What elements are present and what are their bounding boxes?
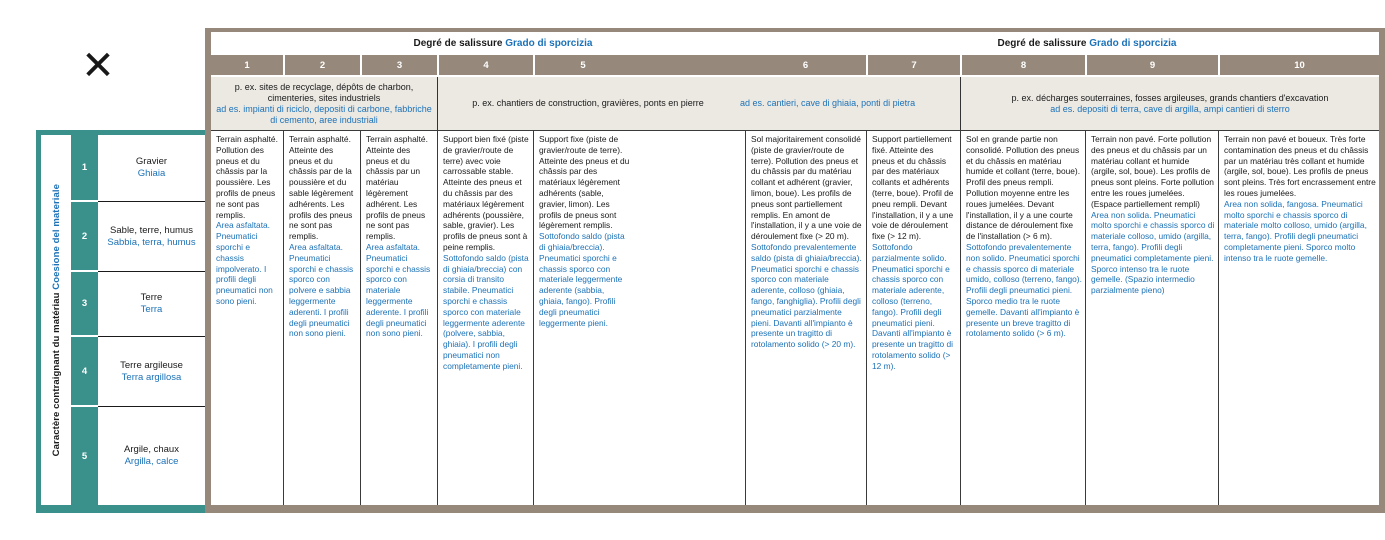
degree-2-description — [283, 131, 360, 505]
degree-4: 4 — [437, 55, 533, 75]
material-cohesion-sidebar — [36, 130, 205, 513]
example-group-1-it: ad es. impianti di riciclo, depositi di carbone, fabbriche di cemento, aree industriali — [216, 103, 432, 125]
degree-5-it: Sottofondo saldo (pista di ghiaia/breccia). Pneumatici sporchi e chassis sporco con materiale leggermente aderente (sabbia, ghiaia, fango). Profili degli pneumatici leggermente pieni. — [539, 231, 625, 328]
degree-9-fr: Terrain non pavé. Forte pollution des pneus et du châssis par un matériau collant et humide (argile, sol, boue). Les profils de pneus sont pleins. Forte pollution entre les roues jumelées. (Espace partiellement rempli) — [1091, 134, 1214, 209]
title-it: Grado di sporcizia — [1089, 38, 1177, 49]
degree-7: 7 — [866, 55, 960, 75]
example-group-1-fr: p. ex. sites de recyclage, dépôts de charbon, cimenteries, sites industriels — [234, 81, 414, 103]
material-row-name — [98, 272, 205, 337]
title-fr: Degré de salissure — [997, 38, 1087, 49]
material-row-name — [98, 202, 205, 272]
material-row-number: 4 — [71, 337, 98, 407]
material-row-number: 2 — [71, 202, 98, 272]
material-name-fr: Terre — [140, 292, 163, 303]
degree-3: 3 — [360, 55, 437, 75]
degree-6-it: Sottofondo prevalentemente saldo (pista di ghiaia/breccia). Pneumatici sporchi e chassis sporco con materiale aderente, colloso (ghiaia, fango, fanghiglia). Profili degli pneumatici parzialmente pieni. Davanti all'impianto è presente un tragitto di rotolamento solido (> 20 m). — [751, 241, 862, 350]
degree-9: 9 — [1085, 55, 1218, 75]
degree-3-fr: Terrain asphalté. Atteinte des pneus et du châssis par un matériau légèrement adhérent. Les profils de pneus ne sont pas remplis. — [366, 134, 428, 242]
example-group-3 — [960, 77, 1379, 130]
material-name-it: Terra argillosa — [121, 371, 182, 383]
degree-10-description — [1218, 131, 1379, 505]
degree-4-fr: Support bien fixé (piste de gravier/route de terre) avec voie carrossable stable. Atteinte des pneus et du châssis par des matériaux légèrement adhérents (poussière, sable, gravier). Les profils de pneus sont à peine remplis. — [443, 134, 529, 252]
material-name-it: Terra — [140, 304, 163, 315]
degree-2: 2 — [283, 55, 360, 75]
degree-7-fr: Support partiellement fixé. Atteinte des pneus et du châssis par des matériaux collants et adhérents (terre, boue). Profil de pneu rempli. Devant l'installation, il y a une voie de déroulement fixe (> 12 m). — [872, 134, 954, 242]
degree-1-fr: Terrain asphalté. Pollution des pneus et du châssis par la poussière. Les profils de pneus ne sont pas remplis. — [216, 134, 278, 220]
degree-10-it: Area non solida, fangosa. Pneumatici molto sporchi e chassis sporco di materiale molto colloso, umido (argilla, terra, fango). Profili degli pneumatici completamente pieni. Sporco molto intenso tra le ruote gemelle. — [1224, 198, 1367, 263]
example-group-3-it: ad es. depositi di terra, cave di argilla, ampi cantieri di sterro — [1050, 103, 1290, 114]
degree-6-description — [745, 131, 866, 505]
degree-2-it: Area asfaltata. Pneumatici sporchi e chassis sporco con polvere e sabbia leggermente aderenti. I profili degli pneumatici non sono pieni. — [289, 241, 354, 339]
table-title-right — [795, 38, 1379, 49]
material-row-5 — [71, 407, 205, 505]
material-name-fr: Sable, terre, humus — [110, 224, 193, 236]
material-row-3 — [71, 272, 205, 337]
material-row-name — [98, 407, 205, 505]
degree-7-description — [866, 131, 960, 505]
degree-10: 10 — [1218, 55, 1379, 75]
example-sites-row — [211, 75, 1379, 130]
material-row-number: 1 — [71, 135, 98, 202]
degree-8-it: Sottofondo prevalentemente non solido. Pneumatici sporchi e chassis sporco di materiale umido, colloso (terreno, fango). Profili degli pneumatici pieni. Sporco medio tra le ruote gemelle. Davanti all'impianto è presente un breve tragitto di rotolamento solido (> 6 m). — [966, 241, 1082, 339]
table-title-band — [211, 32, 1379, 55]
material-rows — [71, 135, 205, 505]
degree-9-description — [1085, 131, 1218, 505]
degree-9-it: Area non solida. Pneumatici molto sporchi e chassis sporco di materiale colloso, umido (argilla, terra, fango). Profili degli pneumatici completamente pieni. Sporco intenso tra le ruote gemelle. (Spazio intermedio parzialmente pieno) — [1091, 209, 1215, 296]
degree-5 — [533, 55, 745, 75]
degree-3-it: Area asfaltata. Pneumatici sporchi e chassis sporco con materiale leggermente aderente. I profili degli pneumatici non sono pieni. — [366, 241, 431, 339]
title-fr: Degré de salissure — [413, 38, 503, 49]
material-row-4 — [71, 337, 205, 407]
degree-descriptions — [211, 130, 1379, 505]
degree-2-fr: Terrain asphalté. Atteinte des pneus et du châssis par de la poussière et du sable légèrement adhérents. Les profils des pneus ne sont pas remplis. — [289, 134, 354, 242]
material-row-number: 3 — [71, 272, 98, 337]
degree-7-it: Sottofondo parzialmente solido. Pneumatici sporchi e chassis sporco con materiale aderente, colloso (terreno, fango). Profili degli pneumatici pieni. Davanti all'impianto è presente un tragitto di rotolamento solido (> 12 m). — [872, 241, 954, 371]
example-group-2 — [437, 77, 960, 130]
sidebar-axis-label-it: Coesione del materiale — [50, 183, 62, 290]
degree-1-it: Area asfaltata. Pneumatici sporchi e chassis impolverato. I profili degli pneumatici non sono pieni. — [216, 220, 273, 306]
material-name-fr: Terre argileuse — [120, 359, 183, 371]
material-row-2 — [71, 202, 205, 272]
material-name-it: Sabbia, terra, humus — [107, 236, 196, 248]
degree-5-fr: Support fixe (piste de gravier/route de terre). Atteinte des pneus et du châssis par des matériaux légèrement adhérents (sable, gravier, limon). Les profils de pneus sont légèrement remplis. — [539, 134, 630, 231]
soiling-degree-table — [205, 28, 1385, 513]
material-row-name — [98, 337, 205, 407]
degree-8-fr: Sol en grande partie non consolidé. Pollution des pneus et du châssis en matériau humide et collant (terre, boue). Profil des pneus rempli. Pollution moyenne entre les roues jumelées. Devant l'installation, il y a une courte distance de déroulement fixe de l'installation (> 6 m). — [966, 134, 1081, 242]
degree-1: 1 — [244, 59, 250, 71]
degree-3-description — [360, 131, 437, 505]
degree-6: 6 — [802, 59, 809, 71]
degree-4-description — [437, 131, 533, 505]
material-row-number: 5 — [71, 407, 98, 505]
degree-10-fr: Terrain non pavé et boueux. Très forte contamination des pneus et du châssis par un matériau très collant et humide (argile, sol, boue). Les profils de pneus sont pleins. Très fort encrassement entre les roues jumelées. — [1224, 134, 1376, 198]
title-it: Grado di sporcizia — [505, 38, 593, 49]
material-name-it: Ghiaia — [137, 168, 166, 179]
x-mark-icon: ✕ — [81, 43, 115, 89]
degree-6-fr: Sol majoritairement consolidé (piste de gravier/route de terre). Pollution des pneus et du châssis par du matériau collant et adhérent (gravier, limon, boue). Les profils de pneus sont partiellement remplis. En amont de l'installation, il y a une voie de déroulement fixe (> 20 m). — [751, 134, 862, 242]
material-name-it: Argilla, calce — [124, 456, 179, 467]
material-name-fr: Gravier — [135, 156, 168, 167]
example-group-3-fr: p. ex. décharges souterraines, fosses argileuses, grands chantiers d'excavation — [1011, 92, 1329, 103]
degree-8-description — [960, 131, 1085, 505]
sidebar-axis-label — [41, 135, 71, 505]
degree-8: 8 — [960, 55, 1085, 75]
degree-scale — [211, 55, 1379, 75]
sidebar-axis-label-fr: Caractère contraignant du matériau — [50, 292, 62, 457]
material-row-name — [98, 135, 205, 202]
degree-5-description — [533, 131, 745, 505]
degree-5-label: 5 — [580, 59, 586, 71]
table-title-left — [211, 38, 795, 49]
example-group-1 — [211, 77, 437, 130]
degree-4-it: Sottofondo saldo (pista di ghiaia/breccia) con corsia di transito stabile. Pneumatici sporchi e chassis sporco con materiale leggermente aderente (polvere, sabbia, ghiaia). I profili degli pneumatici non completamente pieni. — [443, 252, 529, 371]
example-group-2-fr: p. ex. chantiers de construction, gravières, ponts en pierre — [472, 98, 704, 108]
degree-1-description — [211, 131, 283, 505]
material-name-fr: Argile, chaux — [124, 444, 179, 455]
example-group-2-it: ad es. cantieri, cave di ghiaia, ponti di pietra — [740, 98, 916, 108]
material-row-1 — [71, 135, 205, 202]
